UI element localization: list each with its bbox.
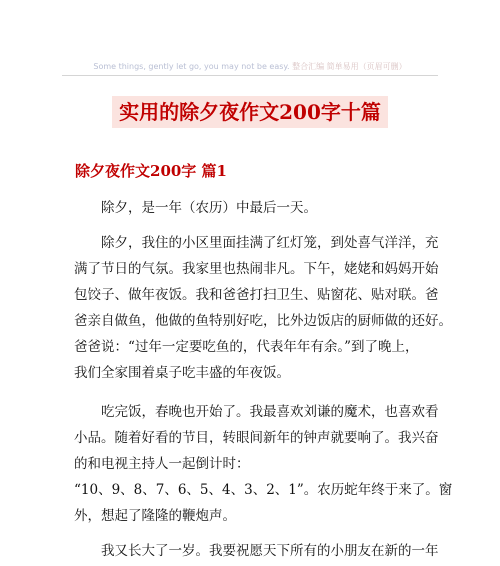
body-line: 小品。随着好看的节目，转眼间新年的钟声就要响了。我兴奋 (74, 430, 439, 446)
body-line: 爸爸说：“过年一定要吃鱼的，代表年年有余。”到了晚上， (74, 339, 419, 355)
body-line: 包饺子、做年夜饭。我和爸爸打扫卫生、贴窗花、贴对联。爸 (74, 287, 439, 303)
body-line: 我又长大了一岁。我要祝愿天下所有的小朋友在新的一年 (101, 543, 439, 559)
document-title (0, 96, 500, 128)
body-line: 的和电视主持人一起倒计时： (74, 456, 250, 472)
document-title-text: 实用的除夕夜作文200字十篇 (112, 96, 388, 128)
body-line: 吃完饭，春晚也开始了。我最喜欢刘谦的魔术，也喜欢看 (101, 404, 439, 420)
body-line: “10、9、8、7、6、5、4、3、2、1”。农历蛇年终于来了。窗 (74, 482, 453, 498)
header-english-text: Some things, gently let go, you may not be easy. (93, 62, 290, 71)
section-heading: 除夕夜作文200字 篇1 (75, 162, 227, 180)
header-divider (62, 75, 438, 76)
body-line: 爸亲自做鱼，他做的鱼特别好吃，比外边饭店的厨师做的还好。 (74, 313, 452, 329)
body-line: 满了节日的气氛。我家里也热闹非凡。下午，姥姥和妈妈开始 (74, 261, 439, 277)
page-header (0, 61, 500, 72)
header-meta-text: 整合汇编 简单易用（页眉可删） (292, 62, 407, 71)
body-line: 除夕，我住的小区里面挂满了红灯笼，到处喜气洋洋，充 (101, 235, 439, 251)
body-line: 除夕，是一年（农历）中最后一天。 (101, 200, 317, 216)
body-line: 外，想起了隆隆的鞭炮声。 (74, 508, 236, 524)
body-line: 我们全家围着桌子吃丰盛的年夜饭。 (74, 365, 290, 381)
